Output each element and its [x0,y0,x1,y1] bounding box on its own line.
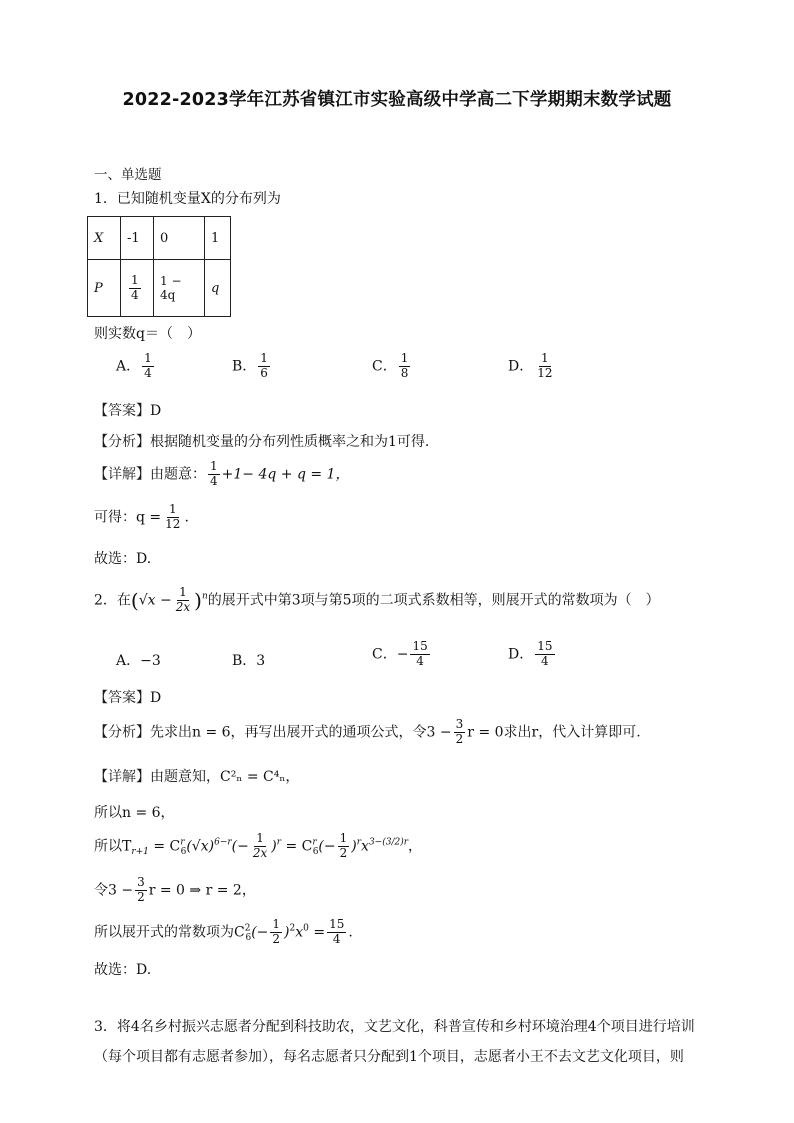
table-cell: P [88,260,121,317]
table-cell: -1 [121,217,154,260]
q1-ask: 则实数q＝（ ） [94,326,201,342]
q1-option-c[interactable]: C． $\frac{1}{8}$ [372,351,409,380]
analysis-tag: 【分析】 [94,434,150,450]
q1-detail: 【详解】由题意： $\frac{1}{4}$ +1− 4q + q = 1， [94,459,350,488]
q2-line-n: 所以n = 6， [94,805,175,821]
q1-analysis: 【分析】根据随机变量的分布列性质概率之和为1可得. [94,434,430,450]
q2-general-term: 所以$T_{r+1} = C^r_6(√x)^{6-r}(-$ $\frac{1}{2x}$ )$^r = C^r_6(-$ $\frac{1}{2}$ )$^rx^{3-(3/2)r}$， [94,831,423,860]
detail-tag: 【详解】 [94,466,150,483]
q2-option-d[interactable]: D． $\frac{15}{4}$ [508,639,553,668]
table-cell [121,260,154,317]
table-cell: X [88,217,121,260]
q2-select: 故选：D. [94,962,152,978]
q1-answer: 【答案】D [94,403,162,419]
table-row [88,217,231,260]
q3-line-1: 3．将4名乡村振兴志愿者分配到科技助农，文艺文化，科普宣传和乡村环境治理4个项目进行培训 [94,1019,695,1035]
q2-detail: 【详解】由题意知，C²ₙ = C⁴ₙ， [94,769,300,785]
q2-constant-term: 所以展开式的常数项为$C^2_6(-$ $\frac{1}{2}$ )$^2x^0$ = $\frac{15}{4}$ . [94,917,353,946]
q2-stem: 2．在(√x − $\frac{1}{2x}$ )$^n$的展开式中第3项与第5项的二项式系数相等，则展开式的常数项为（ ） [94,585,660,614]
table-cell: 0 [154,217,205,260]
answer-tag: 【答案】 [94,403,150,419]
q1-stem: 1．已知随机变量X的分布列为 [94,191,281,207]
detail-tag: 【详解】 [94,769,150,785]
q1-result: 可得：q = $\frac{1}{12}$ . [94,502,189,531]
q3-line-2: （每个项目都有志愿者参加），每名志愿者只分配到1个项目，志愿者小王不去文艺文化项目，则 [94,1049,684,1065]
table-row [88,260,231,317]
answer-tag: 【答案】 [94,690,150,706]
distribution-table [87,216,231,317]
table-cell: 1 − 4q [154,260,205,317]
q2-option-c[interactable]: C．− $\frac{15}{4}$ [372,639,428,668]
table-cell: 1 [205,217,231,260]
q1-select: 故选：D. [94,551,152,567]
q2-solve-r: 令3 − $\frac{3}{2}$ r = 0 ⇒ r = 2， [94,875,256,904]
q1-option-d[interactable]: D． $\frac{1}{12}$ [508,351,553,380]
q1-option-b[interactable]: B． $\frac{1}{6}$ [232,351,268,380]
q2-analysis: 【分析】先求出n = 6，再写出展开式的通项公式，令3 − $\frac{3}{2}$ r = 0求出r，代入计算即可. [94,717,641,746]
q2-option-b[interactable]: B．3 [232,653,266,669]
binomial-expression: ( [130,588,139,613]
table-cell: q [205,260,231,317]
q2-answer: 【答案】D [94,690,162,706]
page-title: 2022-2023学年江苏省镇江市实验高级中学高二下学期期末数学试题 [122,90,672,110]
q1-option-a[interactable]: A． $\frac{1}{4}$ [116,351,152,380]
section-heading: 一、单选题 [94,167,162,183]
fraction: $\frac{1}{4}$ [131,272,139,302]
analysis-tag: 【分析】 [94,724,150,741]
q2-option-a[interactable]: A．−3 [116,653,161,669]
